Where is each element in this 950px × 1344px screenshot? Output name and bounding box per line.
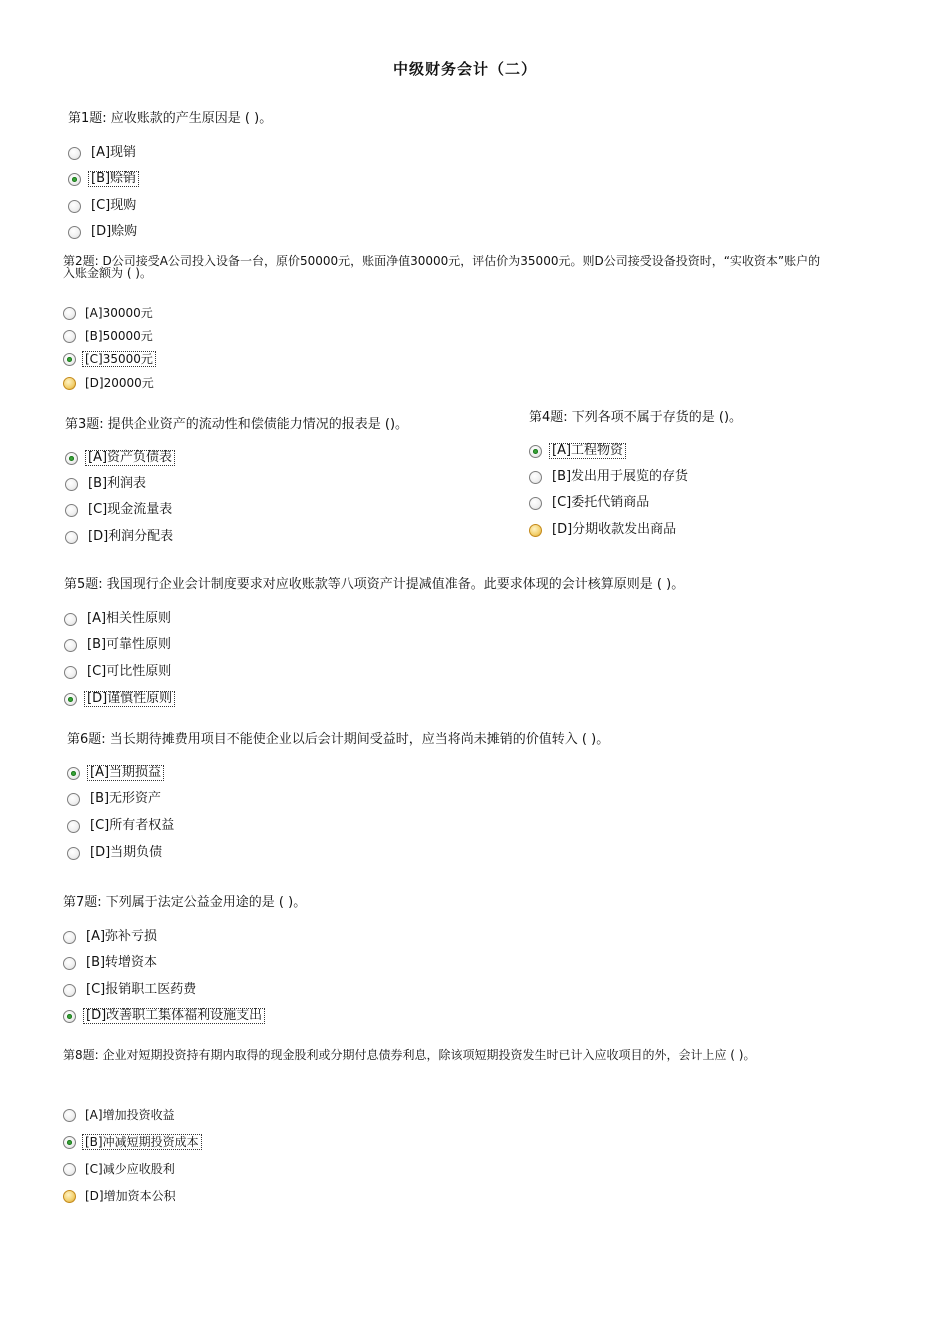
question-2-option-d[interactable] <box>63 376 156 390</box>
radio-icon[interactable] <box>63 957 76 970</box>
option-label[interactable]: [D]20000元 <box>85 376 154 390</box>
radio-icon[interactable] <box>64 613 77 626</box>
option-label[interactable]: [A]工程物资 <box>552 443 624 458</box>
question-1-text: 第1题: 应收账款的产生原因是 ( )。 <box>68 111 273 126</box>
radio-icon[interactable] <box>529 471 542 484</box>
question-3-option-b[interactable] <box>65 477 148 491</box>
option-label[interactable]: [A]当期损益 <box>90 765 162 780</box>
radio-icon[interactable] <box>67 793 80 806</box>
question-8-option-d[interactable] <box>63 1189 178 1203</box>
question-2-option-a[interactable] <box>63 306 155 320</box>
radio-icon[interactable] <box>68 173 81 186</box>
question-4-option-d[interactable] <box>529 523 678 537</box>
radio-icon[interactable] <box>63 377 76 390</box>
radio-icon[interactable] <box>529 524 542 537</box>
radio-icon[interactable] <box>63 1136 76 1149</box>
radio-icon[interactable] <box>63 307 76 320</box>
option-label[interactable]: [C]报销职工医药费 <box>86 982 197 997</box>
option-label[interactable]: [C]委托代销商品 <box>552 495 650 510</box>
option-label[interactable]: [B]赊销 <box>91 171 137 186</box>
radio-icon[interactable] <box>65 452 78 465</box>
option-label[interactable]: [D]赊购 <box>91 224 138 239</box>
question-2-option-c[interactable] <box>63 352 155 366</box>
radio-icon[interactable] <box>63 1163 76 1176</box>
radio-icon[interactable] <box>63 1109 76 1122</box>
question-8-option-b[interactable] <box>63 1135 201 1149</box>
option-label[interactable]: [D]利润分配表 <box>88 529 174 544</box>
question-5-option-c[interactable] <box>64 665 173 679</box>
question-2-text: 第2题: D公司接受A公司投入设备一台，原价50000元，账面净值30000元，评估价为35000元。则D公司接受设备投资时，“实收资本”账户的入账金额为 ( )。 <box>63 254 821 280</box>
option-label[interactable]: [C]可比性原则 <box>87 664 172 679</box>
option-label[interactable]: [B]50000元 <box>85 329 153 343</box>
radio-icon[interactable] <box>529 445 542 458</box>
option-label[interactable]: [D]改善职工集体福利设施支出 <box>86 1008 263 1023</box>
radio-icon[interactable] <box>68 147 81 160</box>
question-1-option-d[interactable] <box>68 225 139 239</box>
question-7-option-b[interactable] <box>63 956 159 970</box>
question-6-option-a[interactable] <box>67 766 163 780</box>
radio-icon[interactable] <box>63 353 76 366</box>
option-label[interactable]: [A]相关性原则 <box>87 611 172 626</box>
option-label[interactable]: [B]转增资本 <box>86 955 158 970</box>
radio-icon[interactable] <box>65 504 78 517</box>
question-1-option-b[interactable] <box>68 172 138 186</box>
option-label[interactable]: [C]35000元 <box>85 352 153 366</box>
option-label[interactable]: [A]弥补亏损 <box>86 929 158 944</box>
radio-icon[interactable] <box>529 497 542 510</box>
radio-icon[interactable] <box>67 820 80 833</box>
option-label[interactable]: [C]减少应收股利 <box>85 1162 175 1176</box>
radio-icon[interactable] <box>64 639 77 652</box>
page-title: 中级财务会计（二） <box>392 60 537 78</box>
question-1-option-c[interactable] <box>68 199 138 213</box>
question-3-option-d[interactable] <box>65 530 175 544</box>
radio-icon[interactable] <box>63 984 76 997</box>
radio-icon[interactable] <box>64 666 77 679</box>
question-7-option-d[interactable] <box>63 1009 264 1023</box>
option-label[interactable]: [C]所有者权益 <box>90 818 175 833</box>
radio-icon[interactable] <box>68 226 81 239</box>
radio-icon[interactable] <box>64 693 77 706</box>
question-4-option-c[interactable] <box>529 496 651 510</box>
question-7-option-c[interactable] <box>63 983 198 997</box>
question-7-text: 第7题: 下列属于法定公益金用途的是 ( )。 <box>63 895 307 910</box>
question-6-option-d[interactable] <box>67 846 164 860</box>
question-5-option-a[interactable] <box>64 612 173 626</box>
option-label[interactable]: [B]无形资产 <box>90 791 162 806</box>
question-2-option-b[interactable] <box>63 329 155 343</box>
option-label[interactable]: [B]冲减短期投资成本 <box>85 1135 199 1149</box>
question-8-option-c[interactable] <box>63 1162 177 1176</box>
radio-icon[interactable] <box>65 531 78 544</box>
option-label[interactable]: [A]资产负债表 <box>88 450 173 465</box>
option-label[interactable]: [C]现购 <box>91 198 137 213</box>
radio-icon[interactable] <box>65 478 78 491</box>
question-3-option-a[interactable] <box>65 451 174 465</box>
radio-icon[interactable] <box>63 931 76 944</box>
question-3-option-c[interactable] <box>65 503 174 517</box>
radio-icon[interactable] <box>67 847 80 860</box>
question-1-option-a[interactable] <box>68 146 138 160</box>
option-label[interactable]: [A]现销 <box>91 145 137 160</box>
option-label[interactable]: [D]增加资本公积 <box>85 1189 176 1203</box>
option-label[interactable]: [B]发出用于展览的存货 <box>552 469 689 484</box>
question-4-option-a[interactable] <box>529 444 625 458</box>
question-6-text: 第6题: 当长期待摊费用项目不能使企业以后会计期间受益时，应当将尚未摊销的价值转入 ( )。 <box>67 732 610 747</box>
radio-icon[interactable] <box>67 767 80 780</box>
question-4-text: 第4题: 下列各项不属于存货的是 ()。 <box>529 410 743 425</box>
option-label[interactable]: [A]30000元 <box>85 306 153 320</box>
question-8-option-a[interactable] <box>63 1108 177 1122</box>
option-label[interactable]: [C]现金流量表 <box>88 502 173 517</box>
question-3-text: 第3题: 提供企业资产的流动性和偿债能力情况的报表是 ()。 <box>65 417 409 432</box>
radio-icon[interactable] <box>63 1190 76 1203</box>
option-label[interactable]: [D]当期负债 <box>90 845 163 860</box>
question-5-option-d[interactable] <box>64 692 174 706</box>
radio-icon[interactable] <box>63 330 76 343</box>
question-5-option-b[interactable] <box>64 638 173 652</box>
radio-icon[interactable] <box>63 1010 76 1023</box>
question-8-text: 第8题: 企业对短期投资持有期内取得的现金股利或分期付息债券利息，除该项短期投资发生时已计入应收项目的外，会计上应 ( )。 <box>63 1048 756 1062</box>
radio-icon[interactable] <box>68 200 81 213</box>
question-6-option-c[interactable] <box>67 819 176 833</box>
option-label[interactable]: [D]谨慎性原则 <box>87 691 173 706</box>
question-4-option-b[interactable] <box>529 470 690 484</box>
option-label[interactable]: [B]可靠性原则 <box>87 637 172 652</box>
question-6-option-b[interactable] <box>67 792 163 806</box>
option-label[interactable]: [D]分期收款发出商品 <box>552 522 677 537</box>
option-label[interactable]: [A]增加投资收益 <box>85 1108 175 1122</box>
question-5-text: 第5题: 我国现行企业会计制度要求对应收账款等八项资产计提减值准备。此要求体现的会计核算原则是 ( )。 <box>64 577 685 592</box>
question-7-option-a[interactable] <box>63 930 159 944</box>
option-label[interactable]: [B]利润表 <box>88 476 147 491</box>
